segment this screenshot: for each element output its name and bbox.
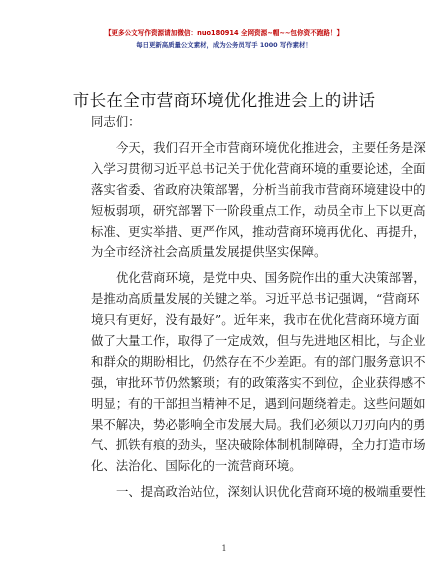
text-line: 标准、更实举措、更严作风，推动营商环境再优化、再提升， — [91, 223, 426, 239]
text-line: 一、提高政治站位，深刻认识优化营商环境的极端重要性 — [116, 484, 426, 500]
promo-header-line-1: 【更多公文写作资源请加微信：nuo180914 全网资源~帽~~包你资不跑路！】 — [104, 29, 344, 37]
text-line: 今天，我们召开全市营商环境优化推进会，主要任务是深 — [116, 140, 426, 155]
text-line: 做了大量工作，取得了一定成效，但与先进地区相比，与企业 — [91, 333, 426, 349]
paragraph-2 — [91, 268, 426, 477]
section-heading-1 — [91, 482, 426, 503]
text-line: 强，审批环节仍然繁琐；有的政策落实不到位，企业获得感不 — [91, 374, 426, 390]
salutation: 同志们： — [91, 114, 141, 129]
text-line: 落实省委、省政府决策部署，分析当前我市营商环境建设中的 — [91, 181, 426, 197]
promo-header-line-2: 每日更新高质量公文素材，成为公务员写手 1000 写作素材！ — [136, 41, 312, 49]
page-number: 1 — [221, 544, 227, 553]
text-line: 化、法治化、国际化的一流营商环境。 — [91, 458, 302, 474]
text-line: 明显；有的干部担当精神不足，遇到问题绕着走。这些问题如 — [91, 395, 426, 411]
text-line: 气、抓铁有痕的劲头，坚决破除体制机制障碍，全力打造市场 — [91, 437, 426, 453]
document-title: 市长在全市营商环境优化推进会上的讲话 — [72, 91, 376, 110]
text-line: 是推动高质量发展的关键之举。习近平总书记强调，“营商环 — [91, 291, 420, 307]
text-line: 境只有更好，没有最好”。近年来，我市在优化营商环境方面 — [91, 312, 420, 328]
text-line: 短板弱项，研究部署下一阶段重点工作，动员全市上下以更高 — [91, 202, 426, 218]
text-line: 为全市经济社会高质量发展提供坚实保障。 — [91, 244, 327, 260]
text-line: 优化营商环境，是党中央、国务院作出的重大决策部署， — [116, 270, 426, 286]
text-line: 入学习贯彻习近平总书记关于优化营商环境的重要论述，全面 — [91, 160, 426, 176]
text-line: 果不解决，势必影响全市发展大局。我们必须以刀刃向内的勇 — [91, 416, 426, 432]
paragraph-1 — [91, 138, 426, 263]
document-body — [91, 138, 426, 503]
text-line: 和群众的期盼相比，仍然存在不少差距。有的部门服务意识不 — [91, 353, 426, 369]
